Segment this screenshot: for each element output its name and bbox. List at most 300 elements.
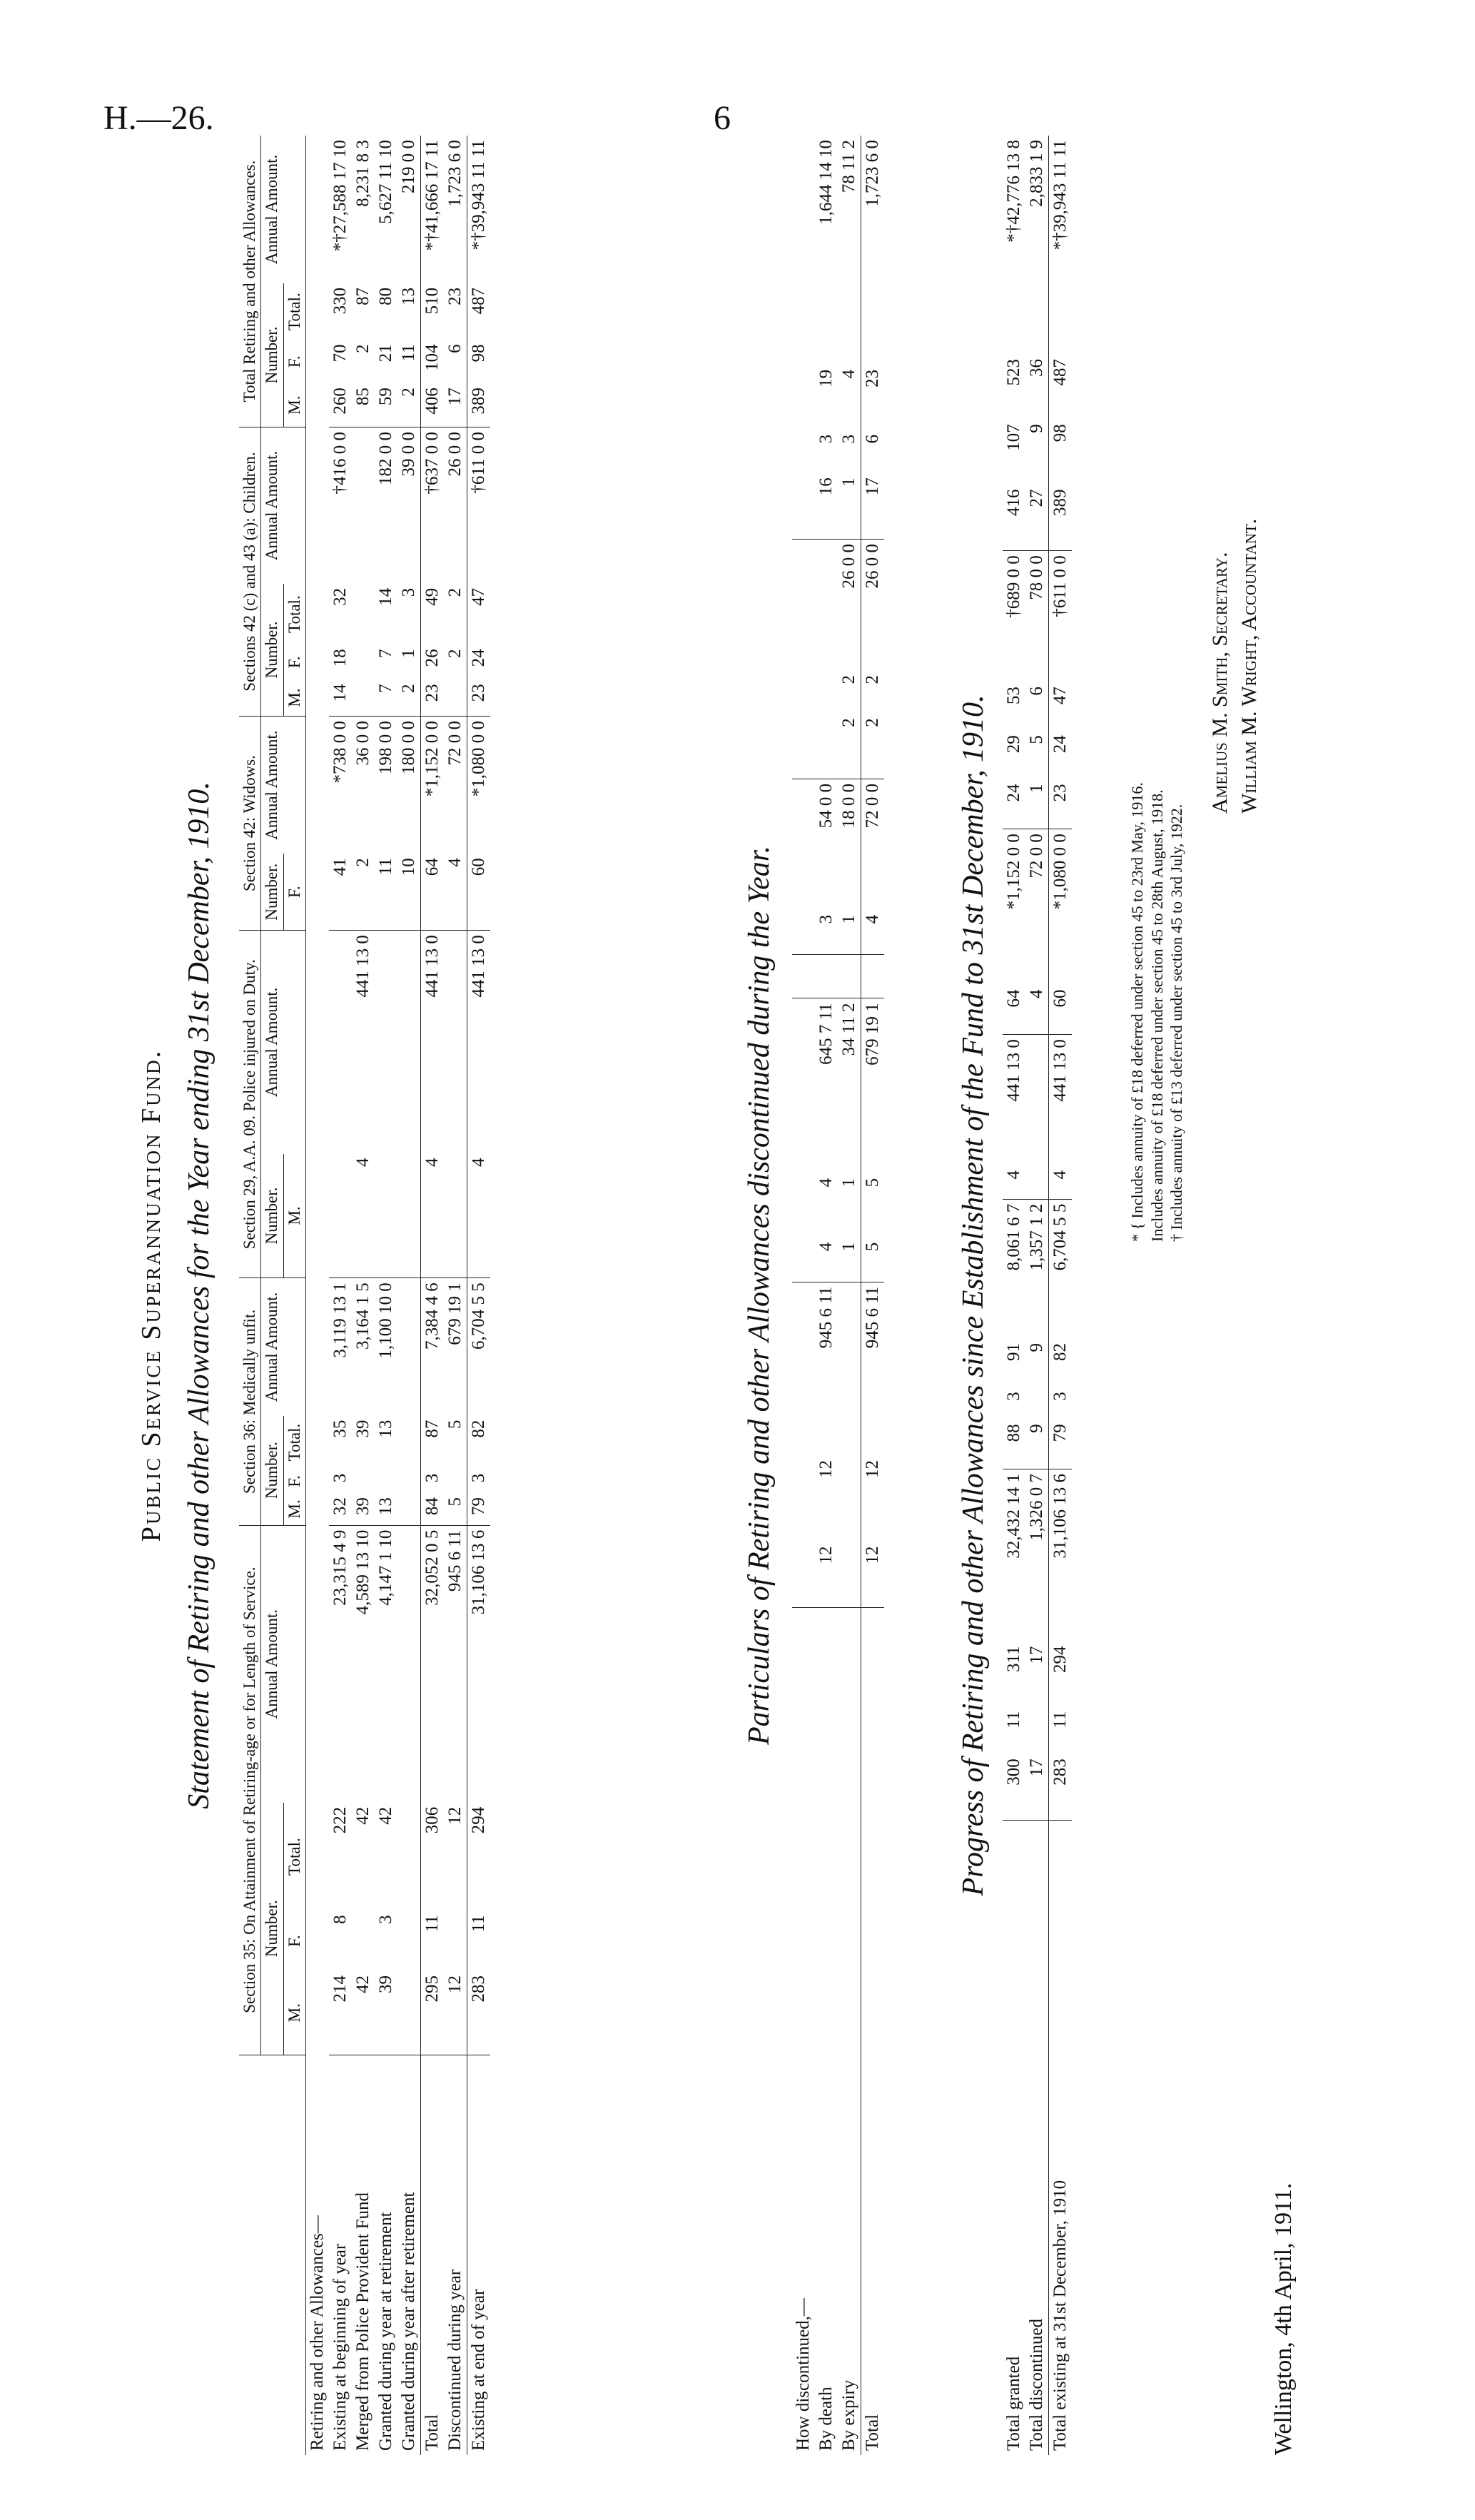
row-label: Existing at end of year	[467, 2055, 491, 2455]
cell-s35: 12	[445, 1806, 465, 1825]
cell-s42: 64	[1003, 986, 1025, 1035]
cell-ch: 23	[467, 679, 491, 716]
table-row	[352, 136, 375, 2455]
cell-tot: 27	[1025, 485, 1049, 551]
male-header: M.	[283, 1154, 305, 1278]
cell-s42: 60	[1049, 986, 1073, 1035]
cell-tot: 2	[353, 344, 373, 353]
cell-s42: 4	[444, 854, 467, 930]
cell-ch: 26	[421, 644, 445, 679]
cell-s42: 4	[1025, 986, 1049, 1035]
number-header: Number.	[261, 1803, 283, 2055]
cell-s42	[792, 779, 815, 911]
cell-s35	[838, 1542, 861, 1608]
cell-s35: 945 6 11	[816, 1286, 836, 1349]
cell-s29: 4	[1003, 1166, 1025, 1199]
cell-s36	[444, 1469, 467, 1493]
cell-tot: 19	[816, 369, 836, 388]
cell-s36: 3	[421, 1469, 445, 1493]
cell-ch: 3	[399, 587, 419, 597]
table-row	[375, 136, 397, 2455]
cell-s35: 11	[1049, 1707, 1073, 1755]
table-row	[1003, 136, 1025, 2455]
cell-s36: 6,704 5 5	[1049, 1199, 1073, 1339]
cell-s35: 283	[1049, 1754, 1073, 1820]
cell-s36: 6,704 5 5	[467, 1278, 491, 1416]
cell-s29	[375, 931, 397, 1154]
cell-s36: 35	[330, 1420, 350, 1438]
cell-s42: *1,152 0 0	[1004, 834, 1023, 910]
group-header-s36: Section 36: Medically unfit.	[239, 1278, 261, 1525]
cell-s36: 9	[1025, 1420, 1049, 1469]
cell-s29: 441 13 0	[467, 931, 491, 1154]
cell-s36	[792, 1238, 815, 1282]
cell-s36: 9	[1027, 1343, 1046, 1352]
row-label: By expiry	[839, 2379, 858, 2451]
cell-s35: 294	[467, 1803, 491, 1911]
cell-s29: 441 13 0	[421, 931, 445, 1154]
cell-s36: 34 11 2	[839, 1003, 858, 1056]
table-row	[444, 136, 467, 2455]
cell-s36	[397, 1278, 421, 1416]
cell-s42: 10	[397, 854, 421, 930]
male-header: M.	[283, 383, 305, 427]
cell-s42: *738 0 0	[330, 720, 350, 784]
cell-s35: 23,315 4 9	[330, 1529, 350, 1606]
cell-ch	[815, 539, 838, 671]
cell-ch	[815, 671, 838, 714]
cell-s35	[397, 1911, 421, 1971]
cell-tot: 23	[445, 287, 465, 305]
cell-s36	[815, 1217, 838, 1238]
cell-tot: 8,231 8 3	[353, 140, 373, 207]
cell-s29	[792, 954, 815, 976]
cell-ch: 5	[1027, 735, 1046, 744]
cell-tot: 510	[421, 283, 445, 340]
cell-s36: 5	[861, 1174, 885, 1217]
blank-header-cell	[239, 2055, 306, 2455]
cell-s35: 945 6 11	[445, 1529, 465, 1592]
cell-s36	[397, 1469, 421, 1493]
cell-ch: 53	[1004, 687, 1023, 705]
cell-tot: 80	[376, 287, 396, 305]
cell-s35: 11	[467, 1911, 491, 1971]
cell-tot: 1,723 6 0	[861, 136, 885, 365]
table-row	[792, 136, 815, 2455]
female-header: F.	[283, 854, 305, 930]
cell-s36	[792, 1174, 815, 1217]
cell-s36: 645 7 11	[816, 1003, 836, 1065]
cell-s35: 294	[1049, 1641, 1073, 1706]
section-label: Retiring and other Allowances—	[308, 2215, 328, 2451]
cell-s36	[838, 1217, 861, 1238]
cell-s42: 4	[861, 911, 885, 955]
cell-tot: *†42,776 13 8	[1004, 140, 1023, 243]
cell-ch: 1	[399, 649, 419, 658]
cell-ch: 47	[1049, 682, 1073, 731]
cell-s35: 945 6 11	[861, 1282, 885, 1456]
cell-s35	[397, 1971, 421, 2055]
cell-s35	[792, 1521, 815, 1542]
cell-s35: 42	[376, 1806, 396, 1825]
number-header: Number.	[261, 1416, 283, 1526]
fund-title: Public Service Superannuation Fund.	[136, 1048, 166, 1542]
cell-ch: 24	[467, 644, 491, 679]
cell-s29: 441 13 0	[1004, 1039, 1023, 1102]
cell-s36	[397, 1416, 421, 1469]
cell-tot: 3	[816, 434, 836, 444]
table-row	[1025, 136, 1049, 2455]
cell-s29	[444, 931, 467, 1154]
cell-s42: 3	[815, 911, 838, 955]
cell-s29: 4	[421, 1154, 445, 1278]
cell-tot: 16	[815, 473, 838, 539]
cell-s36: 39	[353, 1420, 373, 1438]
cell-s36: 1	[839, 1178, 858, 1188]
cell-tot: 330	[330, 287, 350, 315]
row-label: Discontinued during year	[445, 2269, 465, 2451]
cell-s42: 72 0 0	[861, 779, 885, 911]
cell-s35: 12	[816, 1459, 836, 1478]
cell-ch: 47	[467, 584, 491, 645]
cell-s35: 31,106 13 6	[1049, 1469, 1073, 1641]
cell-s42: 41	[329, 854, 352, 930]
cell-s35: 311	[1004, 1646, 1023, 1673]
row-label: How discontinued,—	[794, 2298, 813, 2451]
cell-ch: 182 0 0	[376, 432, 396, 486]
cell-tot: 9	[1027, 424, 1046, 433]
cell-s36: 3	[330, 1473, 350, 1483]
progress-title: Progress of Retiring and other Allowances since Establishment of the Fund to 31st December, 1910.	[957, 694, 990, 1896]
total-header: Total.	[283, 1416, 305, 1469]
cell-s35	[861, 1521, 885, 1542]
cell-tot: 85	[352, 383, 375, 427]
cell-s42: 36 0 0	[353, 720, 373, 766]
cell-ch: 7	[376, 649, 396, 658]
cell-s35: 11	[421, 1911, 445, 1971]
female-header: F.	[283, 1469, 305, 1493]
cell-s42: *1,152 0 0	[421, 716, 445, 854]
cell-s36: 1,357 1 2	[1027, 1203, 1046, 1271]
cell-s42: 2	[352, 854, 375, 930]
cell-s29	[815, 976, 838, 998]
cell-s35: 3	[376, 1915, 396, 1924]
cell-s36: 679 19 1	[445, 1282, 465, 1345]
cell-tot: 523	[1004, 359, 1023, 386]
cell-s36: 4	[816, 1178, 836, 1188]
cell-ch: 14	[329, 679, 352, 716]
cell-s36: 1,100 10 0	[376, 1282, 396, 1359]
row-label: Granted during year at retirement	[376, 2212, 396, 2451]
cell-tot: 21	[376, 344, 396, 363]
number-header: Number.	[261, 1154, 283, 1278]
group-header-total: Total Retiring and other Allowances.	[239, 136, 261, 427]
male-header: M.	[283, 679, 305, 716]
cell-tot: 17	[861, 473, 885, 539]
cell-s36: 3,119 13 1	[330, 1282, 350, 1358]
cell-s29: 4	[1049, 1166, 1073, 1199]
cell-ch: 24	[1049, 731, 1073, 779]
cell-s29: 441 13 0	[353, 935, 373, 998]
cell-s36: 82	[1049, 1339, 1073, 1387]
cell-tot	[792, 430, 815, 473]
row-label: Total granted	[1004, 2356, 1023, 2451]
cell-tot: 2	[397, 383, 421, 427]
cell-tot	[792, 473, 815, 539]
cell-tot: 59	[375, 383, 397, 427]
cell-s35: 31,106 13 6	[467, 1525, 491, 1803]
cell-ch	[352, 584, 375, 645]
cell-s36	[352, 1469, 375, 1493]
cell-s36: 4	[815, 1238, 838, 1282]
cell-tot: 406	[421, 383, 445, 427]
cell-tot: 36	[1027, 359, 1046, 378]
cell-tot: 487	[1049, 355, 1073, 420]
cell-ch: †416 0 0	[330, 432, 350, 495]
cell-s35	[838, 1456, 861, 1521]
cell-ch: 2	[397, 679, 421, 716]
cell-s35: 32,052 0 5	[421, 1525, 445, 1803]
page-reference: H.—26.	[103, 99, 214, 137]
table-row	[467, 136, 491, 2455]
cell-tot: 104	[421, 340, 445, 383]
cell-s35: 222	[330, 1806, 350, 1834]
cell-s36	[792, 1217, 815, 1238]
cell-ch: 29	[1004, 735, 1023, 754]
cell-s35: 12	[861, 1542, 885, 1608]
cell-ch	[352, 644, 375, 679]
cell-ch	[352, 427, 375, 584]
cell-s29	[815, 954, 838, 976]
cell-s35: 39	[375, 1971, 397, 2055]
cell-tot: 78 11 2	[839, 140, 858, 193]
cell-s36: 3,164 1 5	[353, 1282, 373, 1350]
cell-ch: 24	[1003, 779, 1025, 829]
cell-s29	[838, 976, 861, 998]
rotated-page-content	[114, 136, 1399, 2455]
cell-s29	[444, 1154, 467, 1278]
statement-body	[306, 136, 491, 2455]
cell-ch: 7	[375, 679, 397, 716]
cell-ch: 1	[1025, 779, 1049, 829]
footnote: † Includes annuity of £13 deferred under section 45 to 3rd July, 1922.	[1167, 804, 1185, 1242]
cell-tot: *†39,943 11 11	[467, 136, 491, 283]
cell-s35: 306	[421, 1803, 445, 1911]
cell-s29: 441 13 0	[1049, 1035, 1073, 1166]
cell-s29	[861, 976, 885, 998]
cell-s29: 4	[467, 1154, 491, 1278]
cell-s29	[1025, 1035, 1049, 1166]
cell-ch: †689 0 0	[1004, 555, 1023, 618]
cell-tot: 487	[467, 283, 491, 340]
cell-ch: †637 0 0	[421, 427, 445, 584]
cell-s42: 72 0 0	[445, 720, 465, 766]
cell-s36: 82	[467, 1416, 491, 1469]
cell-s36: 39	[352, 1493, 375, 1525]
cell-s36: 84	[421, 1493, 445, 1525]
cell-ch: 26 0 0	[861, 539, 885, 671]
cell-tot: 17	[444, 383, 467, 427]
number-header: Number.	[261, 584, 283, 717]
amount-header: Annual Amount.	[261, 1278, 306, 1416]
amount-header: Annual Amount.	[261, 1525, 306, 1803]
cell-ch: †611 0 0	[1049, 551, 1073, 682]
cell-ch	[815, 757, 838, 779]
cell-s35: 12	[815, 1542, 838, 1608]
cell-s29	[329, 1154, 352, 1278]
cell-tot: 13	[399, 287, 419, 305]
cell-tot	[792, 365, 815, 430]
cell-s42: 60	[467, 854, 491, 930]
cell-ch: 26 0 0	[445, 432, 465, 477]
table-row	[329, 136, 352, 2455]
table-row	[838, 136, 861, 2455]
amount-header: Annual Amount.	[261, 931, 306, 1154]
signatures	[1206, 519, 1264, 814]
cell-s36: 32	[329, 1493, 352, 1525]
cell-s35: 4,589 13 10	[353, 1529, 373, 1615]
cell-s29	[397, 1154, 421, 1278]
cell-tot: 6	[861, 430, 885, 473]
cell-s35: 8	[330, 1915, 350, 1924]
cell-tot: 1	[838, 473, 861, 539]
particulars-title: Particulars of Retiring and other Allowances discontinued during the Year.	[743, 846, 776, 1745]
cell-tot: 260	[329, 383, 352, 427]
cell-s29	[838, 954, 861, 976]
group-header-children: Sections 42 (c) and 43 (a): Children.	[239, 427, 261, 717]
cell-s36	[375, 1469, 397, 1493]
cell-s35	[838, 1282, 861, 1456]
cell-ch: 2	[445, 649, 465, 658]
number-header: Number.	[261, 854, 283, 930]
cell-s35: 214	[329, 1971, 352, 2055]
cell-s42: 1	[838, 911, 861, 955]
row-label: Granted during year after retirement	[399, 2192, 419, 2451]
particulars-body	[792, 136, 884, 2455]
cell-ch	[838, 757, 861, 779]
cell-s29	[397, 931, 421, 1154]
cell-s36: 3	[1049, 1387, 1073, 1420]
cell-s42: 11	[375, 854, 397, 930]
cell-ch: 2	[445, 587, 465, 597]
cell-s35: 4,147 1 10	[376, 1529, 396, 1606]
cell-ch: 26 0 0	[839, 543, 858, 589]
total-header: Total.	[283, 283, 305, 340]
table-row	[815, 136, 838, 2455]
cell-tot: 1,723 6 0	[445, 140, 465, 207]
cell-s36: 79	[1049, 1420, 1073, 1469]
cell-s35	[352, 1911, 375, 1971]
cell-tot: 4	[839, 369, 858, 379]
cell-s35: 295	[421, 1971, 445, 2055]
cell-s35: 1,326 0 7	[1027, 1473, 1046, 1541]
male-header: M.	[283, 1971, 305, 2055]
cell-ch	[792, 671, 815, 714]
group-header-s42: Section 42: Widows.	[239, 716, 261, 930]
cell-tot: 416	[1003, 485, 1025, 551]
cell-s42: 72 0 0	[1027, 834, 1046, 879]
cell-s42: *1,080 0 0	[1049, 829, 1073, 986]
cell-s36: 88	[1003, 1420, 1025, 1469]
cell-s35	[397, 1525, 421, 1803]
cell-s35: 11	[1004, 1711, 1023, 1729]
cell-tot: 5,627 11 10	[376, 140, 396, 224]
row-label: Total	[421, 2055, 445, 2455]
footnote: Includes annuity of £18 deferred under section 45 to 28th August, 1918.	[1147, 789, 1166, 1242]
cell-ch: 6	[1027, 687, 1046, 696]
cell-ch	[444, 679, 467, 716]
cell-tot: 98	[1049, 420, 1073, 485]
cell-ch: 2	[839, 675, 858, 684]
cell-s36: 8,061 6 7	[1004, 1203, 1023, 1271]
total-header: Total.	[283, 584, 305, 645]
cell-ch: 78 0 0	[1027, 555, 1046, 600]
cell-s29	[861, 954, 885, 976]
cell-ch: 23	[421, 679, 445, 716]
cell-s35: 32,432 14 1	[1004, 1473, 1023, 1559]
cell-s42: *1,080 0 0	[467, 716, 491, 854]
cell-s35	[397, 1803, 421, 1911]
cell-s36: 79	[467, 1493, 491, 1525]
cell-s36: 1	[838, 1238, 861, 1282]
female-header: F.	[283, 1911, 305, 1971]
cell-s35	[838, 1521, 861, 1542]
progress-body	[1003, 136, 1072, 2455]
cell-ch: †611 0 0	[467, 427, 491, 584]
row-label: Total	[861, 1608, 885, 2455]
cell-ch	[792, 539, 815, 671]
cell-s36: 13	[376, 1420, 396, 1438]
female-header: F.	[283, 644, 305, 679]
cell-s36: 87	[421, 1416, 445, 1469]
row-label: Merged from Police Provident Fund	[353, 2192, 373, 2451]
cell-s35: 42	[353, 1806, 373, 1825]
row-label: By death	[816, 2387, 836, 2451]
cell-s36	[792, 998, 815, 1174]
cell-tot	[792, 136, 815, 365]
cell-tot: 389	[467, 383, 491, 427]
cell-ch: 32	[330, 587, 350, 606]
cell-s35: 12	[861, 1456, 885, 1521]
cell-tot: 11	[399, 344, 419, 362]
cell-ch: 2	[861, 671, 885, 714]
cell-s36: 91	[1004, 1343, 1023, 1361]
cell-ch: 39 0 0	[399, 432, 419, 477]
number-header: Number.	[261, 283, 283, 427]
cell-s42: 54 0 0	[816, 783, 836, 829]
cell-tot: *†39,943 11 11	[1049, 136, 1073, 355]
cell-s35	[792, 1542, 815, 1608]
cell-s35: 42	[352, 1971, 375, 2055]
total-header: Total.	[283, 1803, 305, 1911]
cell-ch: 14	[376, 587, 396, 606]
cell-s29	[329, 931, 352, 1154]
cell-s29: 4	[352, 1154, 375, 1278]
cell-s35: 300	[1003, 1754, 1025, 1820]
cell-ch: 2	[861, 714, 885, 756]
cell-ch	[815, 714, 838, 756]
cell-tot: 23	[861, 365, 885, 430]
cell-tot: 107	[1004, 424, 1023, 451]
table-row	[1049, 136, 1073, 2455]
cell-s36: 7,384 4 6	[421, 1278, 445, 1416]
amount-header: Annual Amount.	[261, 716, 306, 854]
cell-s42: 64	[421, 854, 445, 930]
cell-tot: *†41,666 17 11	[421, 136, 445, 283]
cell-s35	[1025, 1707, 1049, 1755]
place-date: Wellington, 4th April, 1911.	[1270, 2182, 1297, 2455]
cell-s36: 679 19 1	[861, 998, 885, 1174]
